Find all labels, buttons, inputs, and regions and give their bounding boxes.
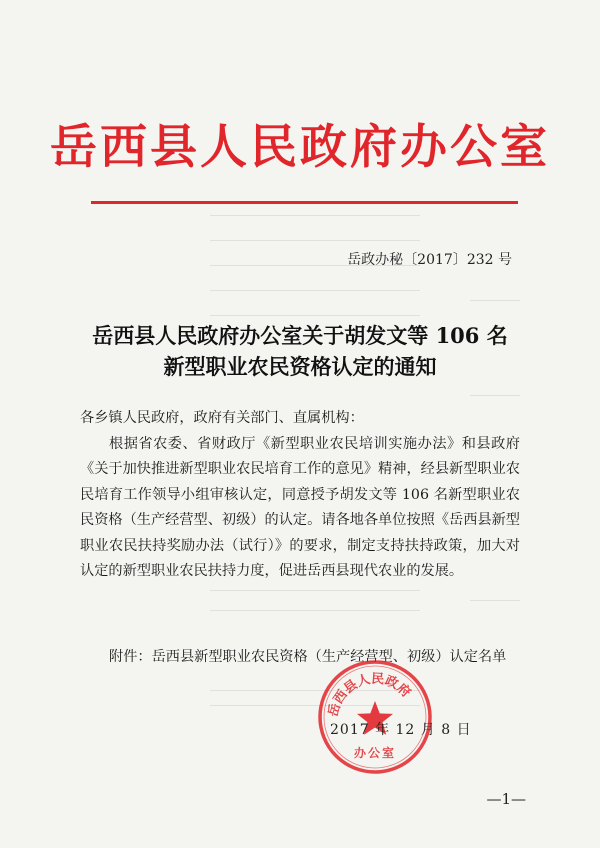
issuer-masthead: 岳西县人民政府办公室: [50, 120, 550, 175]
issue-date: 2017 年 12 月 8 日: [330, 722, 472, 738]
document-number: 岳政办秘〔2017〕232 号: [347, 252, 512, 268]
svg-text:岳西县人民政府: 岳西县人民政府: [326, 671, 414, 719]
notice-title: [0, 320, 600, 382]
svg-text:办公室: 办公室: [353, 746, 397, 760]
red-divider-line: [91, 201, 518, 204]
title-line-1: 岳西县人民政府办公室关于胡发文等 106 名: [92, 323, 508, 348]
body-paragraph: 根据省农委、省财政厅《新型职业农民培训实施办法》和县政府《关于加快推进新型职业农民培育工作的意见》精神，经县新型职业农民培育工作领导小组审核认定，同意授予胡发文等 106 名新型职业农民资格（生产经营型、初级）的认定。请各地各单位按照《岳西县新型职业农民扶持奖励办法（试行）》的要求，制定支持扶持政策，加大对认定的新型职业农民扶持力度，促进岳西县现代农业的发展。: [80, 436, 520, 580]
title-line-2: 新型职业农民资格认定的通知: [163, 354, 437, 379]
attachment-line: 附件：岳西县新型职业农民资格（生产经营型、初级）认定名单: [109, 649, 507, 665]
salutation: 各乡镇人民政府，政府有关部门、直属机构：: [80, 410, 364, 426]
official-seal-stamp: [315, 657, 435, 777]
page-number: —1—: [486, 790, 526, 808]
